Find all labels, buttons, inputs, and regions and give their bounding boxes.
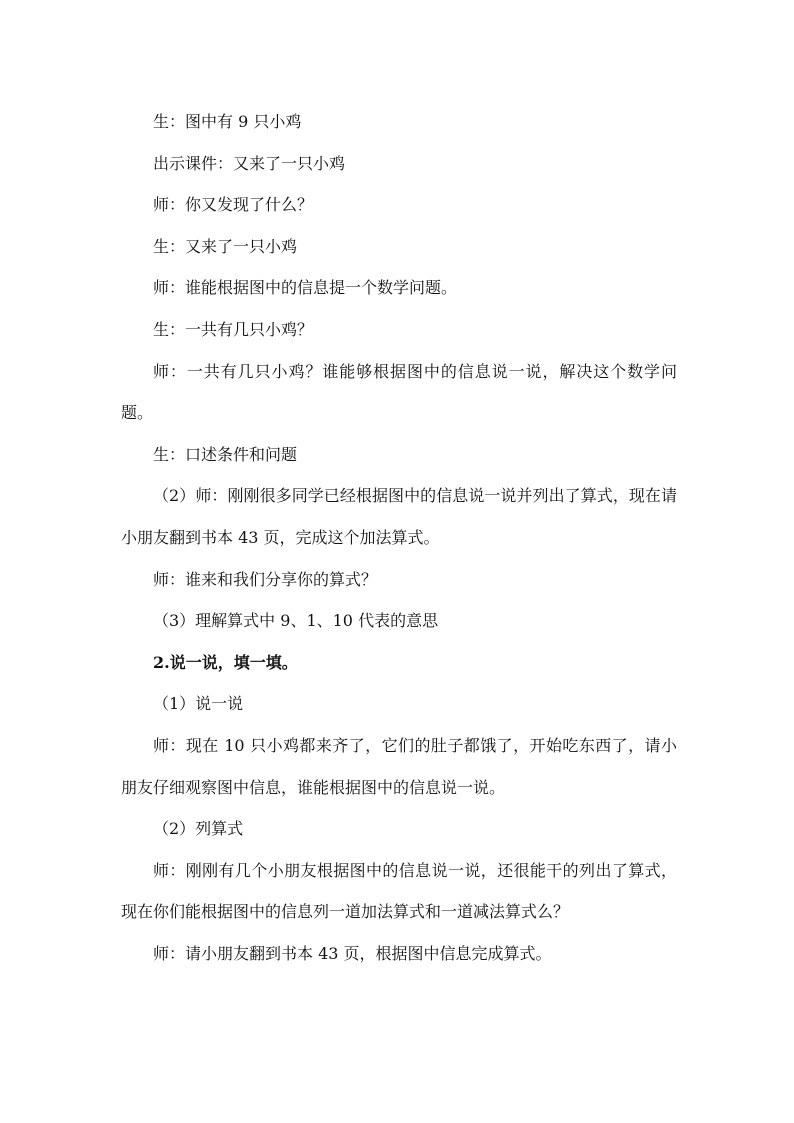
paragraph: 师：刚刚有几个小朋友根据图中的信息说一说，还很能干的列出了算式，现在你们能根据图中的信息列一道加法算式和一道减法算式么？ <box>121 860 677 922</box>
paragraph: 师：现在 10 只小鸡都来齐了，它们的肚子都饿了，开始吃东西了，请小朋友仔细观察图中信息，谁能根据图中的信息说一说。 <box>121 735 677 797</box>
paragraph: 师：请小朋友翻到书本 43 页，根据图中信息完成算式。 <box>153 943 552 963</box>
paragraph: 师：一共有几只小鸡？谁能够根据图中的信息说一说，解决这个数学问题。 <box>121 361 677 423</box>
paragraph: （3）理解算式中 9、1、10 代表的意思 <box>153 611 439 631</box>
paragraph: 生：口述条件和问题 <box>153 444 298 464</box>
paragraph: （2）师：刚刚很多同学已经根据图中的信息说一说并列出了算式，现在请小朋友翻到书本 43 页，完成这个加法算式。 <box>121 486 677 547</box>
document-body <box>121 101 677 974</box>
section-heading: 2.说一说，填一填。 <box>153 652 298 672</box>
paragraph: （1）说一说 <box>153 694 244 714</box>
paragraph: 出示课件：又来了一只小鸡 <box>153 153 346 173</box>
paragraph: 师：谁能根据图中的信息提一个数学问题。 <box>153 278 458 298</box>
paragraph: 生：图中有 9 只小鸡 <box>153 112 302 131</box>
paragraph: 师：你又发现了什么？ <box>153 195 314 215</box>
paragraph: 生：又来了一只小鸡 <box>153 236 298 256</box>
paragraph: （2）列算式 <box>153 819 244 839</box>
paragraph: 生：一共有几只小鸡？ <box>153 319 314 339</box>
paragraph: 师：谁来和我们分享你的算式？ <box>153 569 378 589</box>
